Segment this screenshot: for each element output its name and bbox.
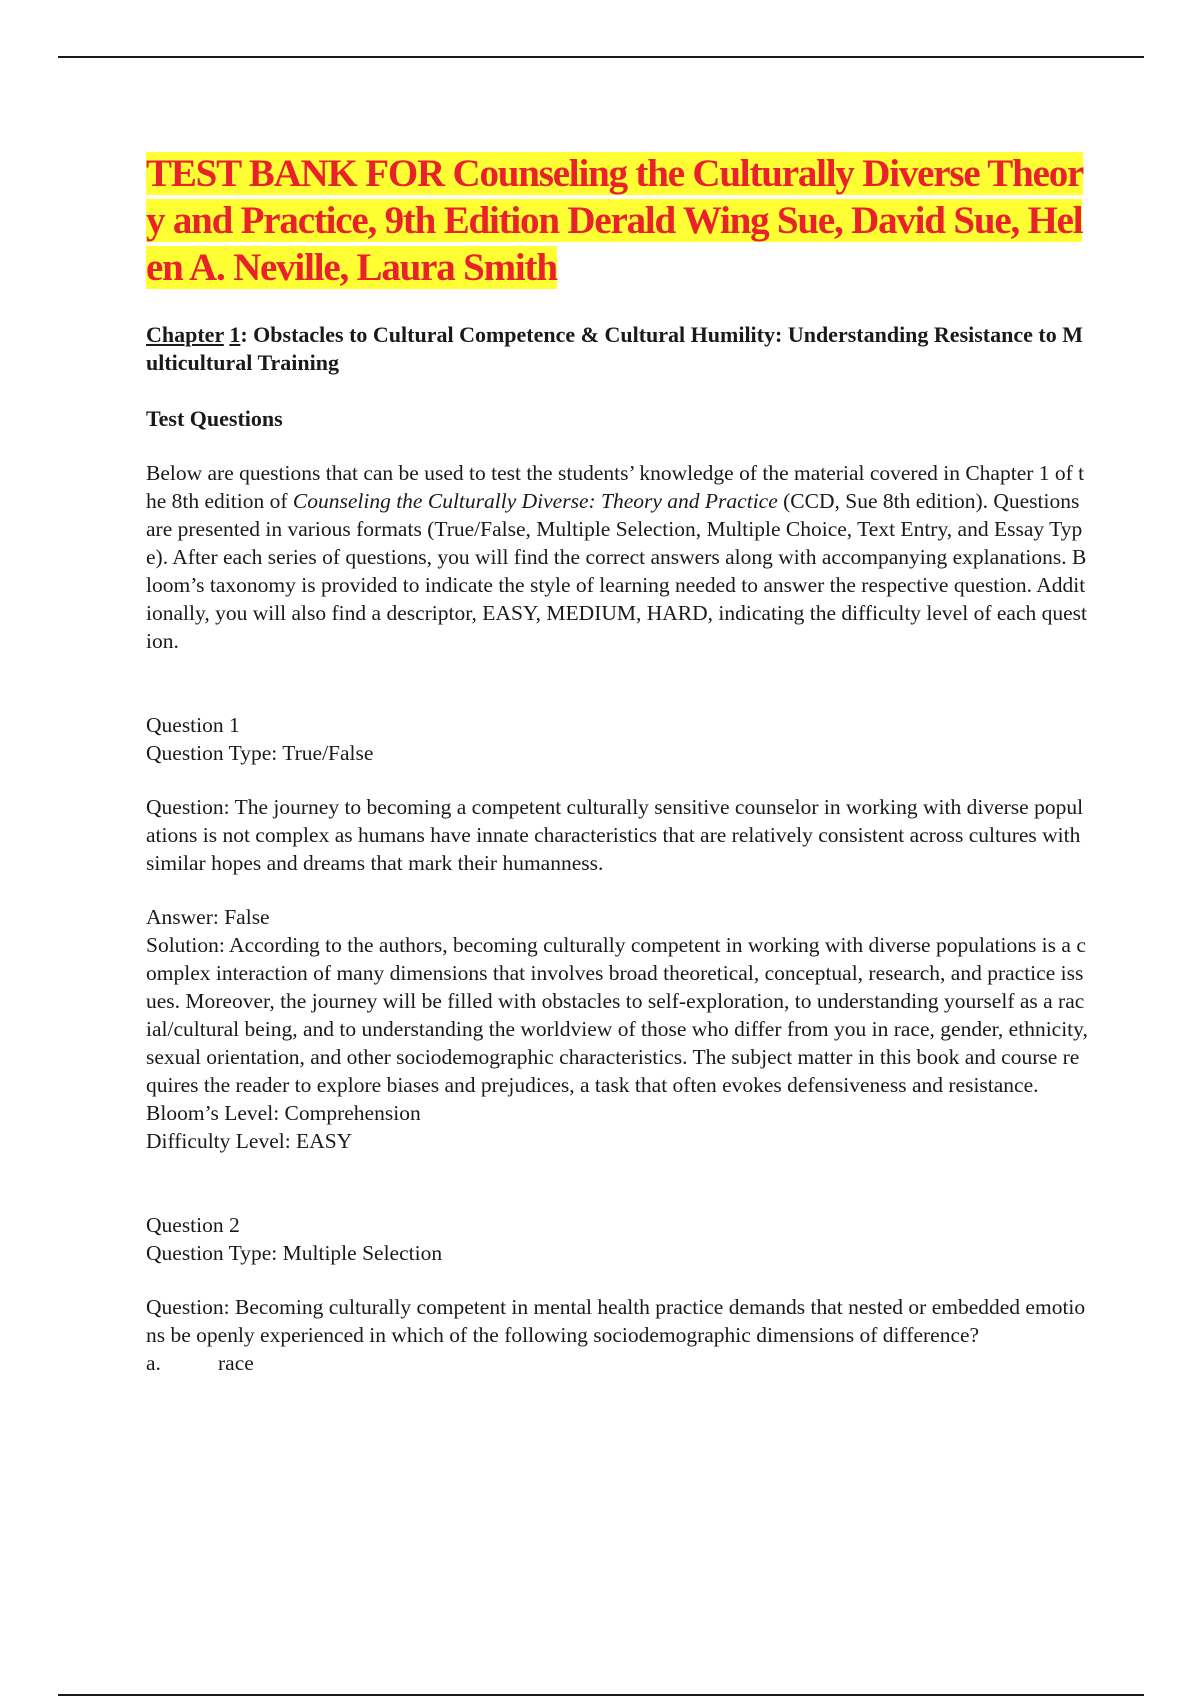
document-title: [146, 150, 1090, 291]
intro-text-2: (CCD, Sue 8th edition). Questions are presented in various formats (True/False, Multiple Selection, Multiple Choice, Text Entry, and Essay Type). After each series of questions, you will find the correct answers along with accompanying explanations. Bloom’s taxonomy is provided to indicate the style of learning needed to answer the respective question. Additionally, you will also find a descriptor, EASY, MEDIUM, HARD, indicating the difficulty level of each question.: [146, 489, 1087, 653]
option-letter: a.: [146, 1351, 161, 1375]
chapter-heading: [146, 321, 1090, 377]
title-highlight: TEST BANK FOR Counseling the Culturally Diverse Theory and Practice, 9th Edition Derald Wing Sue, David Sue, Helen A. Neville, Laura Smith: [146, 152, 1084, 289]
intro-paragraph: [146, 459, 1090, 655]
intro-text-1: Below are questions that can be used to test the students’ knowledge of the material covered in Chapter 1 of the 8th edition of: [146, 461, 1085, 513]
difficulty-level: Difficulty Level: EASY: [146, 1129, 353, 1153]
option-text: race: [218, 1351, 254, 1375]
question-answer: Answer: False: [146, 905, 270, 929]
section-heading: Test Questions: [146, 406, 283, 431]
question-text: Question: The journey to becoming a competent culturally sensitive counselor in working with diverse populations is not complex as humans have innate characteristics that are relatively consistent across cultures with similar hopes and dreams that mark their humanness.: [146, 795, 1084, 875]
question-number: Question 1: [146, 713, 240, 737]
chapter-title: : Obstacles to Cultural Competence & Cultural Humility: Understanding Resistance to Multicultural Training: [146, 322, 1083, 375]
chapter-number: 1: [229, 322, 241, 347]
intro-book-title: Counseling the Culturally Diverse: Theory and Practice: [292, 489, 778, 513]
top-rule: [58, 56, 1144, 58]
question-1: [146, 711, 1090, 1155]
question-text: Question: Becoming culturally competent in mental health practice demands that nested or embedded emotions be openly experienced in which of the following sociodemographic dimensions of difference?: [146, 1295, 1086, 1347]
question-2: [146, 1211, 1090, 1377]
question-solution: Solution: According to the authors, becoming culturally competent in working with diverse populations is a complex interaction of many dimensions that involves broad theoretical, conceptual, research, and practice issues. Moreover, the journey will be filled with obstacles to self-exploration, to understanding yourself as a racial/cultural being, and to understanding the worldview of those who differ from you in race, gender, ethnicity, sexual orientation, and other sociodemographic characteristics. The subject matter in this book and course requires the reader to explore biases and prejudices, a task that often evokes defensiveness and resistance.: [146, 933, 1088, 1097]
chapter-label: Chapter: [146, 322, 224, 347]
question-type: Question Type: Multiple Selection: [146, 1241, 443, 1265]
question-type: Question Type: True/False: [146, 741, 374, 765]
blooms-level: Bloom’s Level: Comprehension: [146, 1101, 421, 1125]
bottom-rule: [58, 1694, 1144, 1696]
document-body: [146, 150, 1090, 1377]
answer-option: [146, 1349, 1090, 1377]
question-number: Question 2: [146, 1213, 240, 1237]
